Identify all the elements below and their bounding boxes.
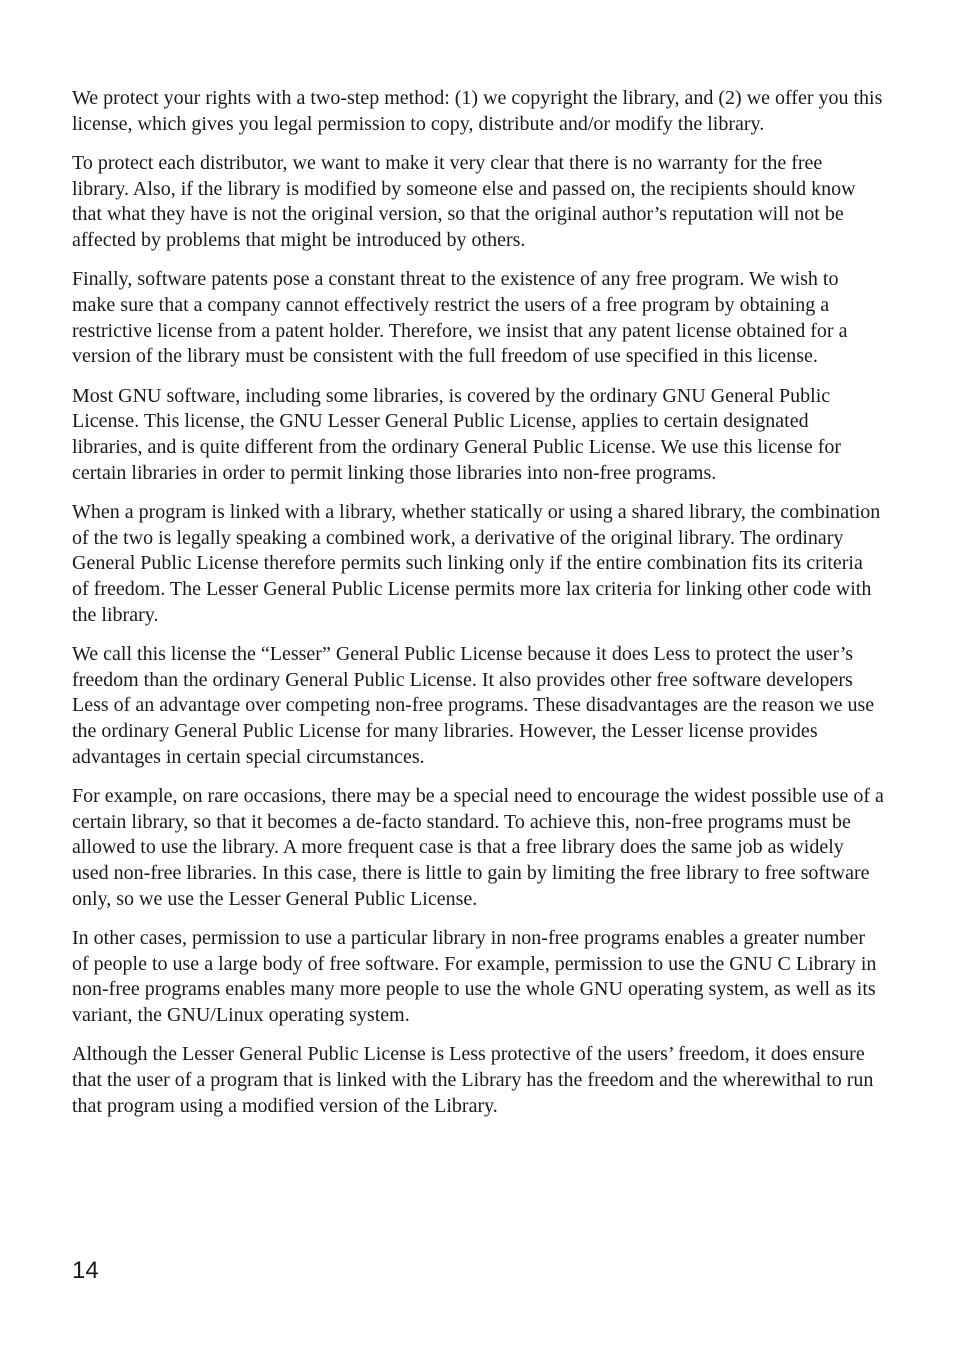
paragraph-other-cases: In other cases, permission to use a particular library in non-free programs enables a greater number of people to use a large body of free software. For example, permission to use the GNU C Library in non-free programs enables many more people to use the whole GNU operating system, as well as its variant, the GNU/Linux operating system. (72, 926, 877, 1026)
paragraph-de-facto-standard: For example, on rare occasions, there may be a special need to encourage the widest possible use of a certain library, so that it becomes a de-facto standard. To achieve this, non-free programs must be allowed to use the library. A more frequent case is that a free library does the same job as widely used non-free libraries. In this case, there is little to gain by limiting the free library to free software only, so we use the Lesser General Public License. (72, 784, 884, 910)
paragraph-software-patents: Finally, software patents pose a constant threat to the existence of any free program. We wish to make sure that a company cannot effectively restrict the users of a free program by obtaining a restrictive license from a patent holder. Therefore, we insist that any patent license obtained for a version of the library must be consistent with the full freedom of use specified in this license. (72, 268, 848, 368)
paragraph-lesser-license: We call this license the “Lesser” General Public License because it does Less to protect the user’s freedom than the ordinary General Public License. It also provides other free software developers Less of an advantage over competing non-free programs. These disadvantages are the reason we use the ordinary General Public License for many libraries. However, the Lesser license provides advantages in certain special circumstances. (72, 642, 875, 768)
paragraph-users-freedom: Although the Lesser General Public License is Less protective of the users’ freedom, it does ensure that the user of a program that is linked with the Library has the freedom and the wherewithal to run that program using a modified version of the Library. (72, 1043, 874, 1117)
paragraph-linked-program: When a program is linked with a library, whether statically or using a shared library, the combination of the two is legally speaking a combined work, a derivative of the original library. The ordinary General Public License therefore permits such linking only if the entire combination fits its criteria of freedom. The Lesser General Public License permits more lax criteria for linking other code with the library. (72, 500, 881, 626)
paragraph-two-step-method: We protect your rights with a two-step method: (1) we copyright the library, and (2) we offer you this license, which gives you legal permission to copy, distribute and/or modify the library. (72, 87, 883, 135)
paragraph-warranty: To protect each distributor, we want to make it very clear that there is no warranty for the free library. Also, if the library is modified by someone else and passed on, the recipients should know that what they have is not the original version, so that the original author’s reputation will not be affected by problems that might be introduced by others. (72, 151, 856, 252)
page-number: 14 (72, 1257, 99, 1284)
paragraph-gnu-software: Most GNU software, including some libraries, is covered by the ordinary GNU General Public License. This license, the GNU Lesser General Public License, applies to certain designated libraries, and is quite different from the ordinary General Public License. We use this license for certain libraries in order to permit linking those libraries into non-free programs. (72, 384, 842, 484)
document-body (72, 86, 884, 1133)
